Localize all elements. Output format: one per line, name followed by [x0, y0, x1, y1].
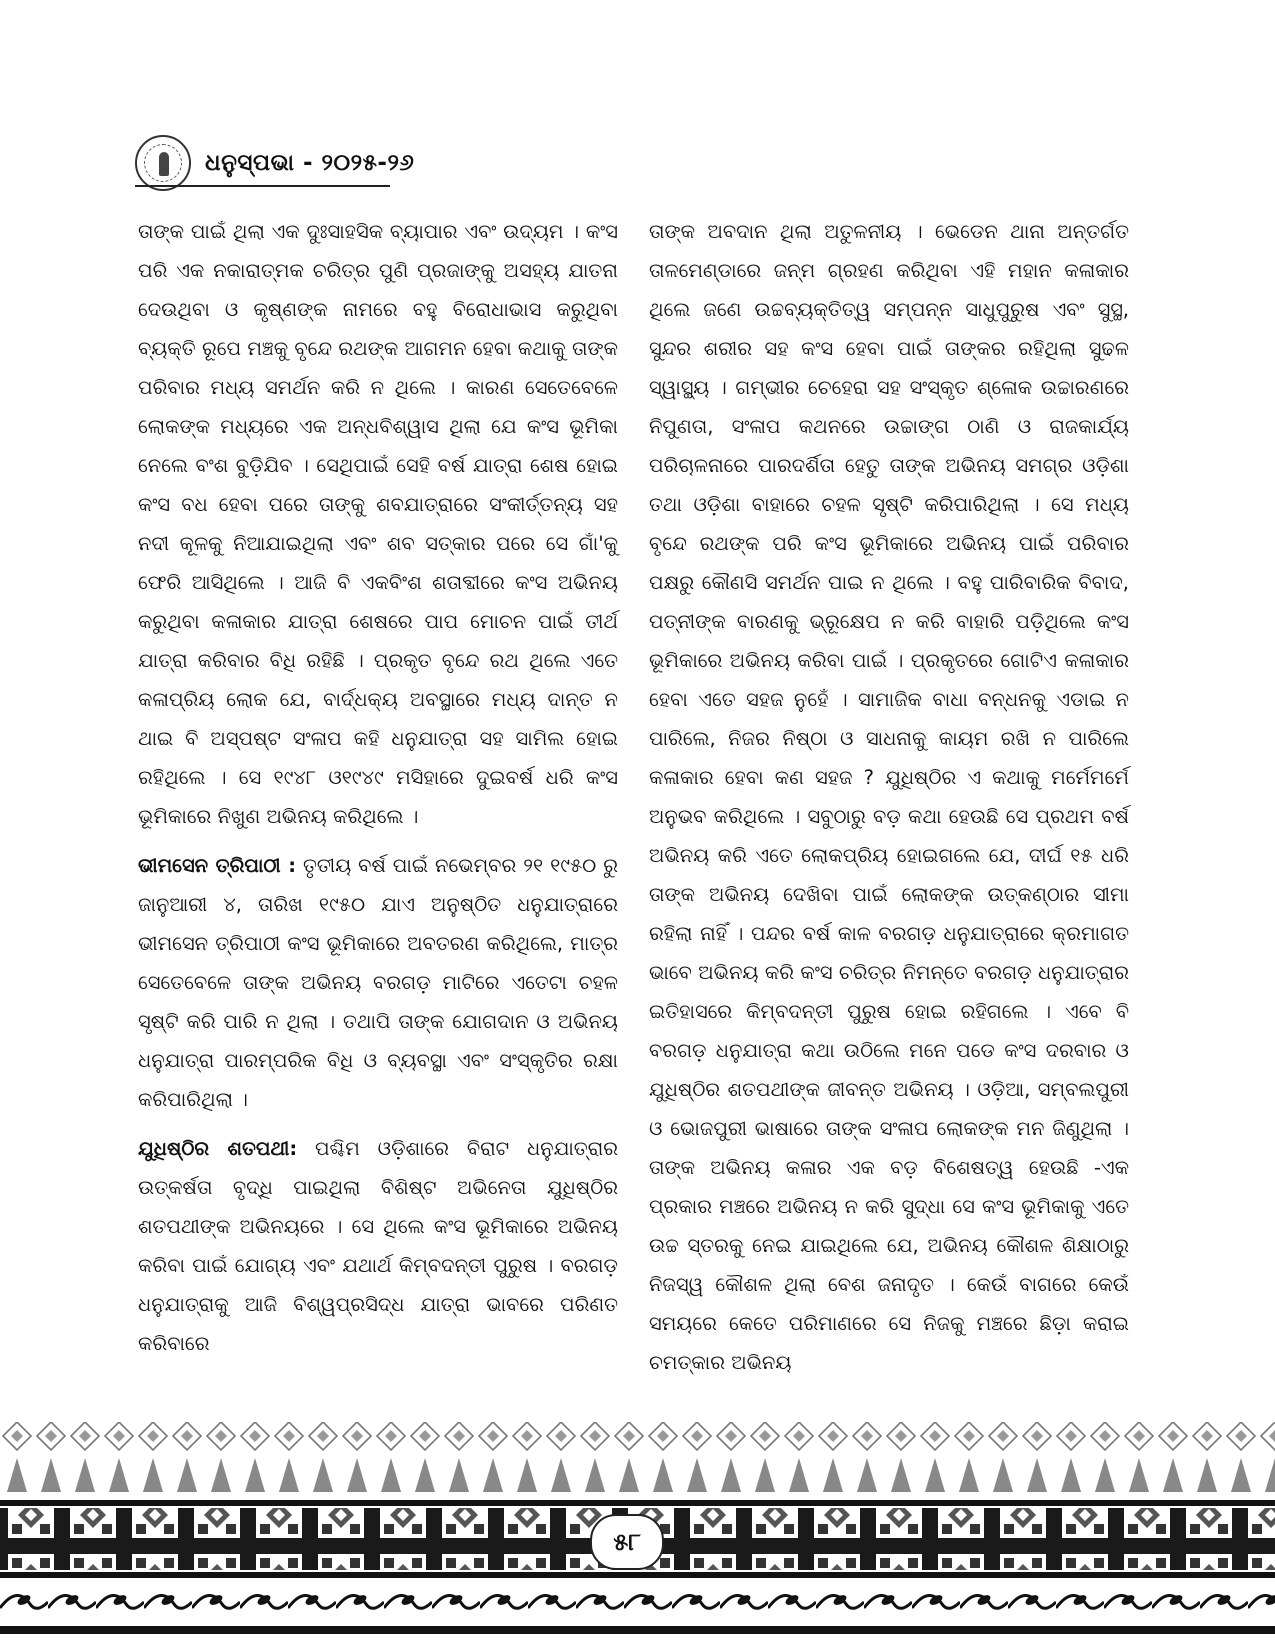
header-divider — [135, 185, 390, 187]
page-header — [135, 133, 414, 193]
paragraph-body: ତାଙ୍କ ପାଇଁ ଥିଲା ଏକ ଦୁଃସାହସିକ ବ୍ୟାପାର ଏବଂ ଉଦ୍ୟମ । କଂସ ପରି ଏକ ନକାରାତ୍ମକ ଚରିତ୍ର ପୁଣି ପ୍ରଜାଙ୍କୁ ଅସହ୍ୟ ଯାତନା ଦେଉଥିବା ଓ କୃଷ୍ଣଙ୍କ ନାମରେ ବହୁ ବିରୋଧାଭାସ କରୁଥିବା ବ୍ୟକ୍ତି ରୂପେ ମଞ୍ଚକୁ ବୃନ୍ଦେ ରଥଙ୍କ ଆଗମନ ହେବା କଥାକୁ ତାଙ୍କ ପରିବାର ମଧ୍ୟ ସମର୍ଥନ କରି ନ ଥିଲେ । କାରଣ ସେତେବେଳେ ଲୋକଙ୍କ ମଧ୍ୟରେ ଏକ ଅନ୍ଧବିଶ୍ୱାସ ଥିଲା ଯେ କଂସ ଭୂମିକା ନେଲେ ବଂଶ ବୁଡ଼ିଯିବ । ସେଥିପାଇଁ ସେହି ବର୍ଷ ଯାତ୍ରା ଶେଷ ହୋଇ କଂସ ବଧ ହେବା ପରେ ତାଙ୍କୁ ଶବଯାତ୍ରାରେ ସଂକୀର୍ତ୍ତନ୍ୟ ସହ ନଦୀ କୂଳକୁ ନିଆଯାଇଥିଲା ଏବଂ ଶବ ସତ୍କାର ପରେ ସେ ଗାଁ'କୁ ଫେରି ଆସିଥିଲେ । ଆଜି ବି ଏକବିଂଶ ଶତାବ୍ଦୀରେ କଂସ ଅଭିନୟ କରୁଥିବା କଳାକାର ଯାତ୍ରା ଶେଷରେ ପାପ ମୋଚନ ପାଇଁ ତୀର୍ଥ ଯାତ୍ରା କରିବାର ବିଧି ରହିଛି । ପ୍ରକୃତ ବୃନ୍ଦେ ରଥ ଥିଲେ ଏତେ କଳାପ୍ରିୟ ଲୋକ ଯେ, ବାର୍ଦ୍ଧକ୍ୟ ଅବସ୍ଥାରେ ମଧ୍ୟ ଦାନ୍ତ ନ ଥାଇ ବି ଅସ୍ପଷ୍ଟ ସଂଳାପ କହି ଧନୁଯାତ୍ରା ସହ ସାମିଲ ହୋଇ ରହିଥିଲେ । ସେ ୧୯୪୮ ଓ୧୯୪୯ ମସିହାରେ ଦୁଇବର୍ଷ ଧରି କଂସ ଭୂମିକାରେ ନିଖୁଣ ଅଭିନୟ କରିଥିଲେ । — [138, 220, 618, 828]
paragraph-body: ପଶ୍ଚିମ ଓଡ଼ିଶାରେ ବିରାଟ ଧନୁଯାତ୍ରାର ଉତ୍କର୍ଷତା ବୃଦ୍ଧି ପାଇଥିଲା ବିଶିଷ୍ଟ ଅଭିନେତା ଯୁଧିଷ୍ଠିର ଶତପଥୀଙ୍କ ଅଭିନୟରେ । ସେ ଥିଲେ କଂସ ଭୂମିକାରେ ଅଭିନୟ କରିବା ପାଇଁ ଯୋଗ୍ୟ ଏବଂ ଯଥାର୍ଥ କିମ୍ବଦନ୍ତୀ ପୁରୁଷ । ବରଗଡ଼ ଧନୁଯାତ୍ରାକୁ ଆଜି ବିଶ୍ୱପ୍ରସିଦ୍ଧ ଯାତ୍ରା ଭାବରେ ପରିଣତ କରିବାରେ — [138, 1137, 618, 1355]
section-heading: ଯୁଧିଷ୍ଠିର ଶତପଥୀ: — [138, 1137, 298, 1160]
right-column — [649, 212, 1129, 1392]
section-heading: ଭୀମସେନ ତ୍ରିପାଠୀ : — [138, 854, 297, 877]
paragraph — [138, 846, 618, 1119]
paragraph — [138, 1129, 618, 1363]
page-number: ୫୮ — [590, 1514, 664, 1570]
paragraph — [138, 212, 618, 836]
paragraph — [649, 212, 1129, 1382]
left-column — [138, 212, 618, 1373]
paragraph-body: ତାଙ୍କ ଅବଦାନ ଥିଲା ଅତୁଳନୀୟ । ଭେଡେନ ଥାନା ଅନ୍ତର୍ଗତ ତାଳମେଣ୍ଡାରେ ଜନ୍ମ ଗ୍ରହଣ କରିଥିବା ଏହି ମହାନ କଳାକାର ଥିଲେ ଜଣେ ଉଚ୍ଚବ୍ୟକ୍ତିତ୍ୱ ସମ୍ପନ୍ନ ସାଧୁପୁରୁଷ ଏବଂ ସୁସ୍ଥ, ସୁନ୍ଦର ଶରୀର ସହ କଂସ ହେବା ପାଇଁ ତାଙ୍କର ରହିଥିଲା ସୁଢଳ ସ୍ୱାସ୍ଥ୍ୟ । ଗମ୍ଭୀର ଚେହେରା ସହ ସଂସ୍କୃତ ଶ୍ଳୋକ ଉଚ୍ଚାରଣରେ ନିପୁଣତା, ସଂଳାପ କଥନରେ ଉଚ୍ଚାଙ୍ଗ ଠାଣି ଓ ରାଜକାର୍ଯ୍ୟ ପରିଚାଳନାରେ ପାରଦର୍ଶିତା ହେତୁ ତାଙ୍କ ଅଭିନୟ ସମଗ୍ର ଓଡ଼ିଶା ତଥା ଓଡ଼ିଶା ବାହାରେ ଚହଳ ସୃଷ୍ଟି କରିପାରିଥିଲା । ସେ ମଧ୍ୟ ବୃନ୍ଦେ ରଥଙ୍କ ପରି କଂସ ଭୂମିକାରେ ଅଭିନୟ ପାଇଁ ପରିବାର ପକ୍ଷରୁ କୌଣସି ସମର୍ଥନ ପାଇ ନ ଥିଲେ । ବହୁ ପାରିବାରିକ ବିବାଦ, ପତ୍ନୀଙ୍କ ବାରଣକୁ ଭ୍ରୂକ୍ଷେପ ନ କରି ବାହାରି ପଡ଼ିଥିଲେ କଂସ ଭୂମିକାରେ ଅଭିନୟ କରିବା ପାଇଁ । ପ୍ରକୃତରେ ଗୋଟିଏ କଳାକାର ହେବା ଏତେ ସହଜ ନୁହେଁ । ସାମାଜିକ ବାଧା ବନ୍ଧନକୁ ଏଡାଇ ନ ପାରିଲେ, ନିଜର ନିଷ୍ଠା ଓ ସାଧନାକୁ କାୟମ ରଖି ନ ପାରିଲେ କଳାକାର ହେବା କଣ ସହଜ ? ଯୁଧିଷ୍ଠିର ଏ କଥାକୁ ମର୍ମେମର୍ମେ ଅନୁଭବ କରିଥିଲେ । ସବୁଠାରୁ ବଡ଼ କଥା ହେଉଛି ସେ ପ୍ରଥମ ବର୍ଷ ଅଭିନୟ କରି ଏତେ ଲୋକପ୍ରିୟ ହୋଇଗଲେ ଯେ, ଦୀର୍ଘ ୧୫ ଧରି ତାଙ୍କ ଅଭିନୟ ଦେଖିବା ପାଇଁ ଲୋକଙ୍କ ଉତ୍କଣ୍ଠାର ସୀମା ରହିଲା ନାହିଁ । ପନ୍ଦର ବର୍ଷ କାଳ ବରଗଡ଼ ଧନୁଯାତ୍ରାରେ କ୍ରମାଗତ ଭାବେ ଅଭିନୟ କରି କଂସ ଚରିତ୍ର ନିମନ୍ତେ ବରଗଡ଼ ଧନୁଯାତ୍ରାର ଇତିହାସରେ କିମ୍ବଦନ୍ତୀ ପୁରୁଷ ହୋଇ ରହିଗଲେ । ଏବେ ବି ବରଗଡ଼ ଧନୁଯାତ୍ରା କଥା ଉଠିଲେ ମନେ ପଡେ କଂସ ଦରବାର ଓ ଯୁଧିଷ୍ଠିର ଶତପଥୀଙ୍କ ଜୀବନ୍ତ ଅଭିନୟ । ଓଡ଼ିଆ, ସମ୍ବଲପୁରୀ ଓ ଭୋଜପୁରୀ ଭାଷାରେ ତାଙ୍କ ସଂଳାପ ଲୋକଙ୍କ ମନ ଜିଣୁଥିଲା । ତାଙ୍କ ଅଭିନୟ କଳାର ଏକ ବଡ଼ ବିଶେଷତ୍ୱ ହେଉଛି -ଏକ ପ୍ରକାର ମଞ୍ଚରେ ଅଭିନୟ ନ କରି ସୁଦ୍ଧା ସେ କଂସ ଭୂମିକାକୁ ଏତେ ଉଚ୍ଚ ସ୍ତରକୁ ନେଇ ଯାଇଥିଲେ ଯେ, ଅଭିନୟ କୌଶଳ ଶିକ୍ଷାଠାରୁ ନିଜସ୍ୱ କୌଶଳ ଥିଲା ବେଶ ଜନାଦୃତ । କେଉଁ ବାଗରେ କେଉଁ ସମୟରେ କେତେ ପରିମାଣରେ ସେ ନିଜକୁ ମଞ୍ଚରେ ଛିଡ଼ା କରାଇ ଚମତ୍କାର ଅଭିନୟ — [649, 220, 1129, 1374]
emblem-logo — [135, 135, 191, 191]
decorative-footer-border — [0, 1422, 1275, 1650]
publication-title: ଧନୁସ୍ପଭା - ୨୦୨୫-୨୬ — [205, 150, 415, 176]
paragraph-body: ତୃତୀୟ ବର୍ଷ ପାଇଁ ନଭେମ୍ବର ୨୧ ୧୯୫୦ ରୁ ଜାନୁଆରୀ ୪, ତାରିଖ ୧୯୫୦ ଯାଏ ଅନୁଷ୍ଠିତ ଧନୁଯାତ୍ରାରେ ଭୀମସେନ ତ୍ରିପାଠୀ କଂସ ଭୂମିକାରେ ଅବତରଣ କରିଥିଲେ, ମାତ୍ର ସେତେବେଳେ ତାଙ୍କ ଅଭିନୟ ବରଗଡ଼ ମାଟିରେ ଏତେଟା ଚହଳ ସୃଷ୍ଟି କରି ପାରି ନ ଥିଲା । ତଥାପି ତାଙ୍କ ଯୋଗଦାନ ଓ ଅଭିନୟ ଧନୁଯାତ୍ରା ପାରମ୍ପରିକ ବିଧି ଓ ବ୍ୟବସ୍ଥା ଏବଂ ସଂସ୍କୃତିର ରକ୍ଷା କରିପାରିଥିଲା । — [138, 854, 618, 1111]
